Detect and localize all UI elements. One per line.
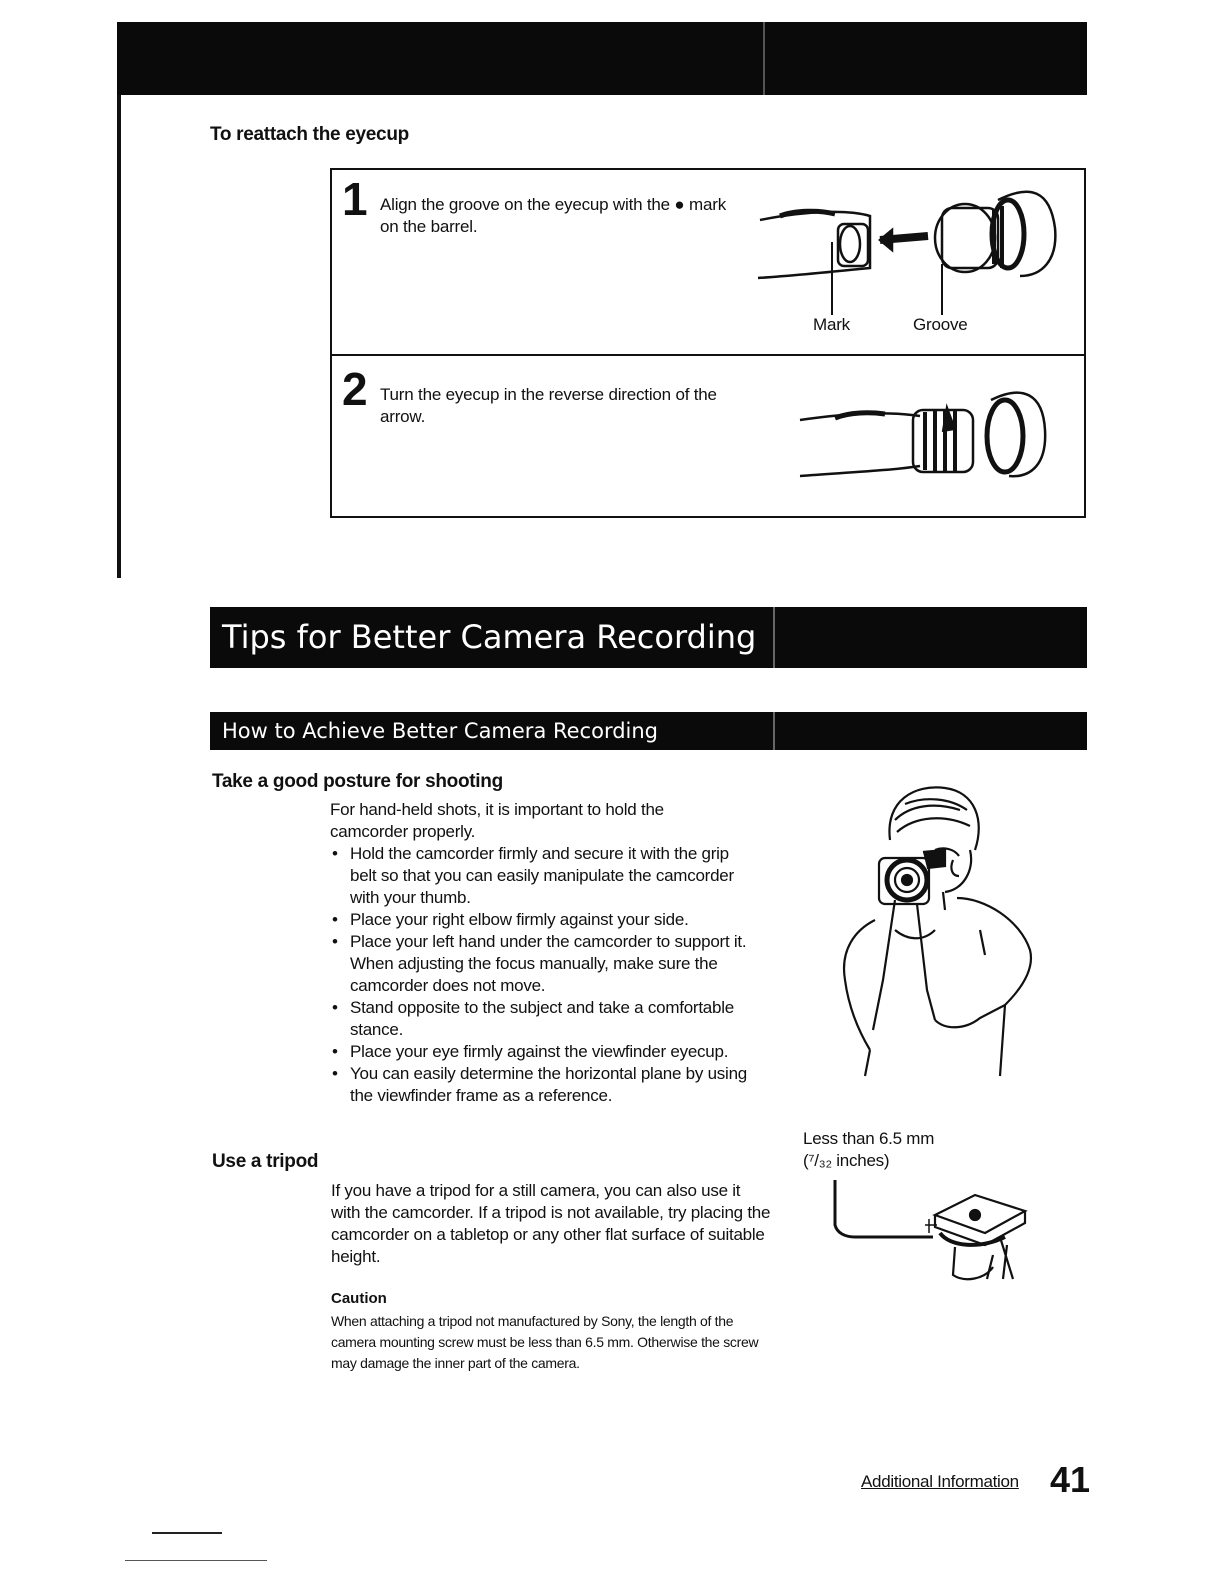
bottom-rule: [152, 1532, 222, 1534]
reattach-heading: To reattach the eyecup: [210, 124, 409, 145]
mark-label: Mark: [813, 315, 850, 334]
posture-tips-list: [330, 843, 750, 1107]
tripod-heading: Use a tripod: [212, 1151, 319, 1172]
caution-title: Caution: [331, 1290, 387, 1307]
posture-intro: For hand-held shots, it is important to hold the camcorder properly.: [330, 800, 664, 841]
eyecup-align-illustration: [750, 180, 1070, 315]
tripod-head-illustration: [825, 1175, 1035, 1287]
screw-length-label: Less than 6.5 mm: [803, 1129, 935, 1148]
groove-label: Groove: [913, 315, 968, 334]
list-item: • Place your left hand under the camcorder to support it. When adjusting the focus manually, make sure the camcorder does not move.: [332, 932, 747, 995]
list-item: • Place your right elbow firmly against your side.: [332, 910, 689, 929]
section-title-bar: [210, 607, 1087, 668]
header-band: [117, 22, 1087, 95]
list-item: • You can easily determine the horizontal plane by using the viewfinder frame as a reference.: [332, 1064, 747, 1105]
list-item: • Place your eye firmly against the viewfinder eyecup.: [332, 1042, 729, 1061]
caution-text: When attaching a tripod not manufactured by Sony, the length of the camera mounting screw must be less than 6.5 mm. Otherwise the screw may damage the inner part of the camera.: [331, 1313, 759, 1371]
left-margin-rule: [117, 95, 121, 578]
list-item: • Hold the camcorder firmly and secure it with the grip belt so that you can easily manipulate the camcorder with your thumb.: [332, 844, 734, 907]
shooting-posture-illustration: [835, 780, 1035, 1080]
section-subtitle: How to Achieve Better Camera Recording: [222, 719, 659, 743]
section-title: Tips for Better Camera Recording: [222, 618, 757, 656]
bottom-rule-2: [125, 1560, 267, 1561]
footer-section-label: Additional Information: [861, 1472, 1019, 1491]
step-1-text: Align the groove on the eyecup with the ● mark on the barrel.: [380, 195, 726, 236]
page-number: 41: [1050, 1459, 1091, 1500]
posture-heading: Take a good posture for shooting: [212, 771, 503, 792]
eyecup-turn-illustration: [795, 380, 1055, 490]
steps-divider: [330, 354, 1086, 356]
step-1-number: 1: [342, 173, 368, 225]
screw-length-inches-label: (⁷/₃₂ inches): [803, 1151, 890, 1170]
step-2-text: Turn the eyecup in the reverse direction of the arrow.: [380, 385, 717, 426]
list-item: • Stand opposite to the subject and take a comfortable stance.: [332, 998, 734, 1039]
section-subtitle-bar: [210, 712, 1087, 750]
step-2-number: 2: [342, 363, 368, 415]
tripod-text: If you have a tripod for a still camera, you can also use it with the camcorder. If a tripod is not available, try placing the camcorder on a tabletop or any other flat surface of suitable height.: [331, 1181, 771, 1266]
header-band-divider: [763, 22, 765, 95]
